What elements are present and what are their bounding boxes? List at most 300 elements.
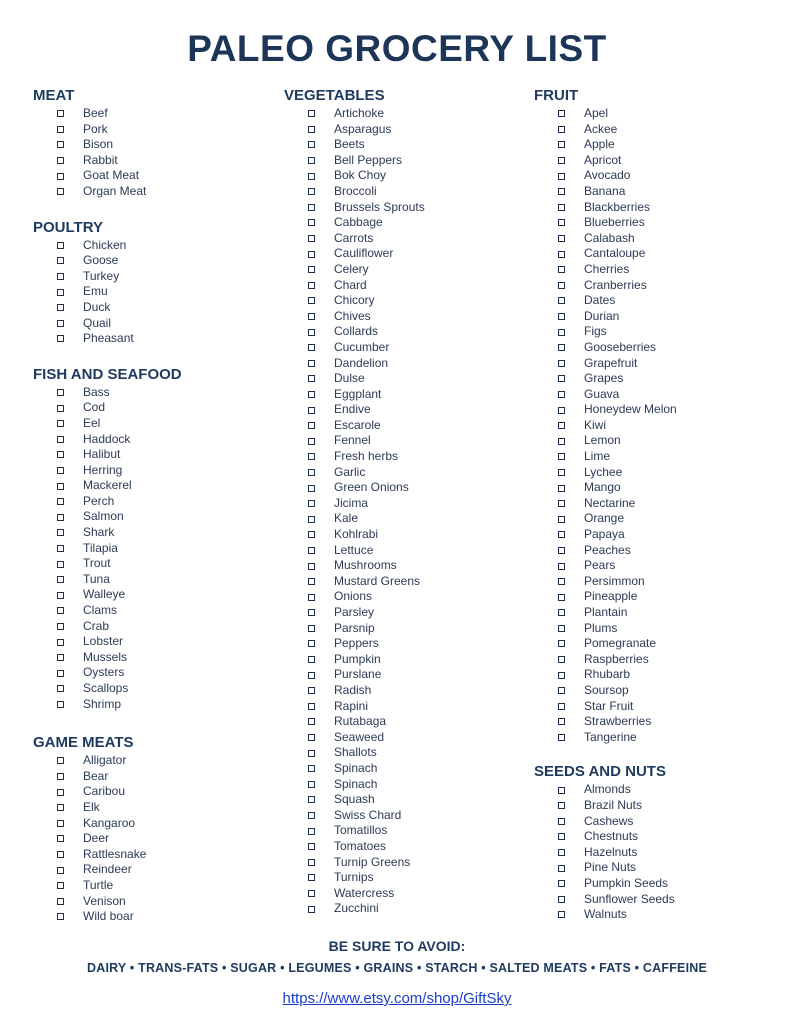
item-label: Venison: [83, 893, 126, 908]
checkbox-icon[interactable]: [57, 389, 64, 396]
item-label: Cashews: [584, 813, 634, 828]
item-label: Duck: [83, 299, 111, 314]
checkbox-icon[interactable]: [558, 329, 565, 336]
list-item: [284, 480, 524, 496]
checkbox-icon[interactable]: [558, 640, 565, 647]
checkbox-icon[interactable]: [558, 375, 565, 382]
checkbox-icon[interactable]: [558, 297, 565, 304]
checkbox-icon[interactable]: [558, 734, 565, 741]
item-label: Hazelnuts: [584, 844, 638, 859]
list-item: [284, 901, 524, 917]
checkbox-icon[interactable]: [308, 360, 315, 367]
list-item: [33, 634, 273, 650]
checkbox-icon[interactable]: [57, 670, 64, 677]
item-label: Papaya: [584, 527, 625, 542]
list-item: [33, 106, 273, 122]
checkbox-icon[interactable]: [308, 500, 315, 507]
list-item: [534, 589, 774, 605]
item-label: Durian: [584, 308, 620, 323]
checkbox-icon[interactable]: [308, 609, 315, 616]
checkbox-icon[interactable]: [57, 898, 64, 905]
checkbox-icon[interactable]: [308, 750, 315, 757]
checkbox-icon[interactable]: [57, 789, 64, 796]
item-label: Haddock: [83, 431, 131, 446]
checkbox-icon[interactable]: [308, 703, 315, 710]
checkbox-icon[interactable]: [558, 500, 565, 507]
item-label: Kale: [334, 511, 359, 526]
list-item: [284, 621, 524, 637]
checkbox-icon[interactable]: [57, 188, 64, 195]
checkbox-icon[interactable]: [57, 498, 64, 505]
checkbox-icon[interactable]: [57, 623, 64, 630]
checkbox-icon[interactable]: [308, 313, 315, 320]
checkbox-icon[interactable]: [308, 640, 315, 647]
checkbox-icon[interactable]: [308, 266, 315, 273]
list-item: [284, 683, 524, 699]
checkbox-icon[interactable]: [558, 282, 565, 289]
item-label: Purslane: [334, 667, 382, 682]
item-label: Pheasant: [83, 331, 134, 346]
list-item: [534, 356, 774, 372]
item-label: Raspberries: [584, 651, 649, 666]
list-item: [33, 862, 273, 878]
checkbox-icon[interactable]: [308, 126, 315, 133]
list-item: [534, 465, 774, 481]
section-title: GAME MEATS: [33, 734, 134, 752]
checkbox-icon[interactable]: [57, 701, 64, 708]
checkbox-icon[interactable]: [308, 407, 315, 414]
checkbox-icon[interactable]: [558, 438, 565, 445]
checkbox-icon[interactable]: [57, 173, 64, 180]
list-item: [534, 860, 774, 876]
list-item: [284, 293, 524, 309]
checkbox-icon[interactable]: [308, 594, 315, 601]
checkbox-icon[interactable]: [558, 313, 565, 320]
checkbox-icon[interactable]: [308, 251, 315, 258]
checkbox-icon[interactable]: [558, 818, 565, 825]
list-item: [284, 605, 524, 621]
list-item: [284, 777, 524, 793]
list-item: [534, 371, 774, 387]
item-label: Brazil Nuts: [584, 797, 643, 812]
item-label: Soursop: [584, 682, 629, 697]
list-item: [284, 870, 524, 886]
list-item: [534, 402, 774, 418]
checkbox-icon[interactable]: [308, 297, 315, 304]
item-label: Dulse: [334, 371, 365, 386]
checkbox-icon[interactable]: [558, 126, 565, 133]
checkbox-icon[interactable]: [57, 242, 64, 249]
item-label: Pomegranate: [584, 636, 657, 651]
item-label: Dates: [584, 293, 616, 308]
checkbox-icon[interactable]: [308, 906, 315, 913]
checkbox-icon[interactable]: [558, 687, 565, 694]
list-item: [33, 284, 273, 300]
list-item: [534, 527, 774, 543]
list-item: [284, 246, 524, 262]
list-item: [284, 652, 524, 668]
list-item: [33, 385, 273, 401]
item-label: Pork: [83, 121, 108, 136]
list-item: [534, 605, 774, 621]
item-label: Guava: [584, 386, 620, 401]
list-item: [534, 845, 774, 861]
item-label: Cucumber: [334, 339, 390, 354]
list-item: [284, 699, 524, 715]
list-item: [284, 184, 524, 200]
checkbox-icon[interactable]: [57, 773, 64, 780]
list-item: [534, 574, 774, 590]
item-label: Orange: [584, 511, 625, 526]
item-label: Sunflower Seeds: [584, 891, 675, 906]
list-item: [33, 416, 273, 432]
checkbox-icon[interactable]: [558, 453, 565, 460]
checkbox-icon[interactable]: [57, 851, 64, 858]
checkbox-icon[interactable]: [57, 467, 64, 474]
list-item: [534, 683, 774, 699]
checkbox-icon[interactable]: [308, 235, 315, 242]
item-label: Rabbit: [83, 152, 118, 167]
item-label: Garlic: [334, 464, 366, 479]
checkbox-icon[interactable]: [57, 576, 64, 583]
list-item: [534, 699, 774, 715]
shop-link[interactable]: https://www.etsy.com/shop/GiftSky: [282, 990, 512, 1007]
list-item: [33, 153, 273, 169]
checkbox-icon[interactable]: [57, 141, 64, 148]
list-item: [284, 792, 524, 808]
checkbox-icon[interactable]: [308, 781, 315, 788]
list-item: [33, 316, 273, 332]
item-label: Mustard Greens: [334, 573, 421, 588]
checkbox-icon[interactable]: [558, 547, 565, 554]
list-item: [284, 667, 524, 683]
checkbox-icon[interactable]: [308, 188, 315, 195]
item-label: Cranberries: [584, 277, 647, 292]
list-item: [534, 636, 774, 652]
checkbox-icon[interactable]: [308, 438, 315, 445]
list-item: [284, 543, 524, 559]
checkbox-icon[interactable]: [57, 820, 64, 827]
checkbox-icon[interactable]: [57, 654, 64, 661]
item-label: Ackee: [584, 121, 618, 136]
list-item: [284, 574, 524, 590]
checkbox-icon[interactable]: [558, 896, 565, 903]
checkbox-icon[interactable]: [57, 685, 64, 692]
checkbox-icon[interactable]: [57, 561, 64, 568]
item-label: Shallots: [334, 745, 377, 760]
list-item: [33, 137, 273, 153]
item-label: Jicima: [334, 495, 369, 510]
list-item: [33, 587, 273, 603]
checkbox-icon[interactable]: [308, 890, 315, 897]
checkbox-icon[interactable]: [308, 843, 315, 850]
item-label: Pine Nuts: [584, 860, 637, 875]
list-item: [534, 667, 774, 683]
list-item: [284, 262, 524, 278]
checkbox-icon[interactable]: [558, 110, 565, 117]
avoid-heading: BE SURE TO AVOID:: [328, 938, 466, 954]
checkbox-icon[interactable]: [57, 804, 64, 811]
checkbox-icon[interactable]: [558, 391, 565, 398]
checkbox-icon[interactable]: [308, 734, 315, 741]
list-item: [33, 909, 273, 925]
checkbox-icon[interactable]: [558, 802, 565, 809]
checkbox-icon[interactable]: [308, 375, 315, 382]
list-item: [284, 636, 524, 652]
list-item: [284, 371, 524, 387]
checkbox-icon[interactable]: [57, 835, 64, 842]
item-label: Quail: [83, 315, 112, 330]
checkbox-icon[interactable]: [308, 625, 315, 632]
list-item: [534, 798, 774, 814]
checkbox-icon[interactable]: [558, 656, 565, 663]
checkbox-icon[interactable]: [308, 329, 315, 336]
item-label: Reindeer: [83, 862, 132, 877]
item-label: Tomatillos: [334, 823, 388, 838]
item-label: Onions: [334, 589, 373, 604]
checkbox-icon[interactable]: [308, 485, 315, 492]
item-label: Strawberries: [584, 714, 652, 729]
item-label: Grapes: [584, 371, 624, 386]
checkbox-icon[interactable]: [558, 833, 565, 840]
list-item: [33, 238, 273, 254]
checkbox-icon[interactable]: [57, 273, 64, 280]
checkbox-icon[interactable]: [308, 422, 315, 429]
list-item: [534, 122, 774, 138]
list-item: [284, 527, 524, 543]
list-item: [284, 589, 524, 605]
checkbox-icon[interactable]: [308, 656, 315, 663]
item-label: Pumpkin: [334, 651, 381, 666]
checkbox-icon[interactable]: [308, 453, 315, 460]
checkbox-icon[interactable]: [57, 126, 64, 133]
checkbox-icon[interactable]: [558, 703, 565, 710]
item-label: Brussels Sprouts: [334, 199, 425, 214]
item-label: Broccoli: [334, 183, 377, 198]
checkbox-icon[interactable]: [57, 335, 64, 342]
list-item: [284, 496, 524, 512]
checkbox-icon[interactable]: [558, 672, 565, 679]
list-item: [33, 831, 273, 847]
item-label: Chicken: [83, 237, 127, 252]
checkbox-icon[interactable]: [57, 882, 64, 889]
checkbox-icon[interactable]: [308, 141, 315, 148]
checkbox-icon[interactable]: [308, 828, 315, 835]
list-item: [534, 324, 774, 340]
checkbox-icon[interactable]: [558, 865, 565, 872]
list-item: [284, 278, 524, 294]
list-item: [534, 309, 774, 325]
item-label: Shrimp: [83, 696, 122, 711]
item-label: Beets: [334, 137, 365, 152]
checkbox-icon[interactable]: [558, 718, 565, 725]
checkbox-icon[interactable]: [558, 911, 565, 918]
checkbox-icon[interactable]: [57, 483, 64, 490]
checkbox-icon[interactable]: [308, 874, 315, 881]
list-item: [284, 153, 524, 169]
list-item: [534, 106, 774, 122]
checkbox-icon[interactable]: [558, 422, 565, 429]
checkbox-icon[interactable]: [57, 757, 64, 764]
checkbox-icon[interactable]: [558, 485, 565, 492]
list-item: [284, 418, 524, 434]
list-item: [284, 449, 524, 465]
item-label: Mackerel: [83, 478, 132, 493]
item-list: [33, 106, 273, 200]
checkbox-icon[interactable]: [308, 578, 315, 585]
item-label: Walleye: [83, 587, 126, 602]
checkbox-icon[interactable]: [558, 563, 565, 570]
list-item: [284, 402, 524, 418]
list-item: [534, 340, 774, 356]
checkbox-icon[interactable]: [57, 592, 64, 599]
item-label: Cauliflower: [334, 246, 394, 261]
checkbox-icon[interactable]: [558, 360, 565, 367]
checkbox-icon[interactable]: [57, 514, 64, 521]
checkbox-icon[interactable]: [558, 516, 565, 523]
column-1: [33, 86, 273, 943]
item-label: Pineapple: [584, 589, 638, 604]
item-label: Almonds: [584, 782, 631, 797]
checkbox-icon[interactable]: [57, 867, 64, 874]
checkbox-icon[interactable]: [558, 578, 565, 585]
item-label: Eggplant: [334, 386, 382, 401]
list-item: [534, 876, 774, 892]
list-item: [33, 619, 273, 635]
checkbox-icon[interactable]: [558, 609, 565, 616]
list-item: [534, 907, 774, 923]
checkbox-icon[interactable]: [558, 407, 565, 414]
list-item: [33, 697, 273, 713]
checkbox-icon[interactable]: [57, 913, 64, 920]
checkbox-icon[interactable]: [57, 436, 64, 443]
item-label: Apel: [584, 106, 609, 120]
checkbox-icon[interactable]: [57, 110, 64, 117]
list-item: [33, 447, 273, 463]
checkbox-icon[interactable]: [558, 880, 565, 887]
list-item: [284, 231, 524, 247]
list-item: [33, 681, 273, 697]
checkbox-icon[interactable]: [308, 765, 315, 772]
checkbox-icon[interactable]: [558, 141, 565, 148]
checkbox-icon[interactable]: [558, 849, 565, 856]
checkbox-icon[interactable]: [308, 672, 315, 679]
section-poultry: [33, 218, 273, 347]
checkbox-icon[interactable]: [308, 812, 315, 819]
checkbox-icon[interactable]: [308, 391, 315, 398]
checkbox-icon[interactable]: [308, 344, 315, 351]
checkbox-icon[interactable]: [558, 204, 565, 211]
item-label: Rattlesnake: [83, 846, 147, 861]
item-label: Perch: [83, 493, 115, 508]
item-label: Shark: [83, 525, 115, 540]
checkbox-icon[interactable]: [57, 607, 64, 614]
item-label: Lemon: [584, 433, 621, 448]
checkbox-icon[interactable]: [57, 405, 64, 412]
item-label: Herring: [83, 462, 123, 477]
checkbox-icon[interactable]: [558, 344, 565, 351]
checkbox-icon[interactable]: [558, 251, 565, 258]
checkbox-icon[interactable]: [558, 188, 565, 195]
checkbox-icon[interactable]: [308, 687, 315, 694]
item-label: Eel: [83, 415, 101, 430]
item-label: Peaches: [584, 542, 631, 557]
section-title: POULTRY: [33, 218, 103, 236]
checkbox-icon[interactable]: [57, 157, 64, 164]
checkbox-icon[interactable]: [57, 639, 64, 646]
item-label: Artichoke: [334, 106, 385, 120]
checkbox-icon[interactable]: [308, 469, 315, 476]
list-item: [534, 652, 774, 668]
list-item: [284, 106, 524, 122]
checkbox-icon[interactable]: [558, 469, 565, 476]
list-item: [33, 665, 273, 681]
checkbox-icon[interactable]: [57, 451, 64, 458]
item-list: [33, 385, 273, 712]
checkbox-icon[interactable]: [558, 594, 565, 601]
item-label: Lime: [584, 449, 611, 464]
checkbox-icon[interactable]: [558, 266, 565, 273]
checkbox-icon[interactable]: [558, 219, 565, 226]
checkbox-icon[interactable]: [558, 157, 565, 164]
list-item: [284, 433, 524, 449]
checkbox-icon[interactable]: [308, 110, 315, 117]
checkbox-icon[interactable]: [308, 282, 315, 289]
item-label: Trout: [83, 556, 111, 571]
list-item: [534, 511, 774, 527]
checkbox-icon[interactable]: [558, 787, 565, 794]
checkbox-icon[interactable]: [558, 235, 565, 242]
checkbox-icon[interactable]: [57, 545, 64, 552]
checkbox-icon[interactable]: [308, 796, 315, 803]
item-label: Pumpkin Seeds: [584, 875, 669, 890]
item-label: Apricot: [584, 152, 622, 167]
list-item: [534, 293, 774, 309]
checkbox-icon[interactable]: [558, 173, 565, 180]
checkbox-icon[interactable]: [57, 320, 64, 327]
checkbox-icon[interactable]: [308, 219, 315, 226]
item-label: Emu: [83, 284, 108, 299]
section-title: SEEDS AND NUTS: [534, 763, 666, 781]
list-item: [284, 324, 524, 340]
item-label: Bass: [83, 384, 110, 399]
checkbox-icon[interactable]: [308, 157, 315, 164]
checkbox-icon[interactable]: [57, 304, 64, 311]
checkbox-icon[interactable]: [558, 531, 565, 538]
item-label: Cod: [83, 400, 106, 415]
checkbox-icon[interactable]: [308, 516, 315, 523]
checkbox-icon[interactable]: [57, 289, 64, 296]
checkbox-icon[interactable]: [57, 257, 64, 264]
item-label: Mushrooms: [334, 558, 397, 573]
checkbox-icon[interactable]: [308, 547, 315, 554]
checkbox-icon[interactable]: [558, 625, 565, 632]
item-list: [534, 106, 774, 745]
checkbox-icon[interactable]: [308, 859, 315, 866]
list-item: [534, 892, 774, 908]
list-item: [534, 184, 774, 200]
checkbox-icon[interactable]: [308, 204, 315, 211]
checkbox-icon[interactable]: [308, 718, 315, 725]
checkbox-icon[interactable]: [57, 420, 64, 427]
checkbox-icon[interactable]: [57, 529, 64, 536]
checkbox-icon[interactable]: [308, 563, 315, 570]
item-label: Scallops: [83, 681, 129, 695]
list-item: [534, 480, 774, 496]
checkbox-icon[interactable]: [308, 173, 315, 180]
item-label: Dandelion: [334, 355, 389, 370]
checkbox-icon[interactable]: [308, 531, 315, 538]
